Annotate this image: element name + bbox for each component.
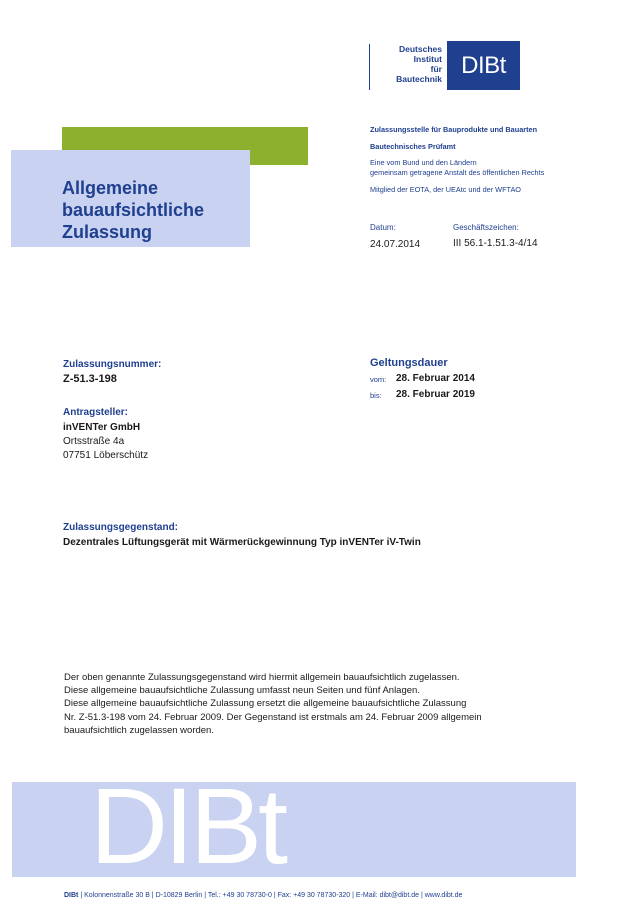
dibt-logo: DIBt [447,41,520,90]
statement-line: Diese allgemeine bauaufsichtliche Zulassung umfasst neun Seiten und fünf Anlagen. [64,685,420,697]
footer-band [12,782,576,877]
header-membership: Mitglied der EOTA, der UEAtc und der WFTAO [370,185,521,194]
logo-line: Deutsches [399,44,442,54]
statement-line: bauaufsichtlich zugelassen worden. [64,724,214,736]
date-value: 24.07.2014 [370,239,421,250]
reference-value: III 56.1-1.51.3-4/14 [453,238,538,249]
logo-line: für [430,64,442,74]
footer-contact [64,892,462,899]
valid-from-value: 28. Februar 2014 [396,373,475,384]
subject-label: Zulassungsgegenstand: [63,522,179,533]
validity-label: Geltungsdauer [370,357,448,369]
title-line: bauaufsichtliche [62,200,205,220]
document-title [62,177,204,243]
valid-to-value: 28. Februar 2019 [396,389,475,400]
statement-line: Diese allgemeine bauaufsichtliche Zulassung ersetzt die allgemeine bauaufsichtliche Zulassung [64,698,467,710]
subject-value: Dezentrales Lüftungsgerät mit Wärmerückgewinnung Typ inVENTer iV-Twin [63,537,421,548]
approval-statement [64,671,564,737]
date-label: Datum: [370,223,396,232]
statement-line: Nr. Z-51.3-198 vom 24. Februar 2009. Der Gegenstand ist erstmals am 24. Februar 2009 allgemein [64,711,482,723]
logo-institute-name [376,44,442,84]
applicant-street: Ortsstraße 4a [63,436,125,447]
footer-text: | Kolonnenstraße 30 B | D-10829 Berlin | Tel.: +49 30 78730-0 | Fax: +49 30 78730-320 | E-Mail: dibt@dibt.de | www.dibt.de [78,892,463,899]
title-line: Zulassung [62,222,153,242]
approval-number-label: Zulassungsnummer: [63,359,162,370]
applicant-name: inVENTer GmbH [63,422,141,433]
header-office: Zulassungsstelle für Bauprodukte und Bauarten [370,125,538,134]
logo-divider [369,44,370,90]
title-line: Allgemeine [62,178,159,198]
applicant-city: 07751 Löberschütz [63,450,149,461]
statement-line: Der oben genannte Zulassungsgegenstand wird hiermit allgemein bauaufsichtlich zugelassen. [64,672,460,683]
footer-brand: DIBt [64,892,79,899]
header-description-1: Eine vom Bund und den Ländern [370,158,477,167]
dibt-watermark: DIBt [90,782,285,877]
logo-line: Institut [413,54,442,64]
header-description-2: gemeinsam getragene Anstalt des öffentlichen Rechts [370,168,545,177]
valid-to-label: bis: [370,391,382,400]
valid-from-label: vom: [370,375,387,384]
applicant-label: Antragsteller: [63,407,129,418]
header-testing-office: Bautechnisches Prüfamt [370,142,456,151]
reference-label: Geschäftszeichen: [453,223,519,232]
logo-line: Bautechnik [396,74,442,84]
approval-number-value: Z-51.3-198 [63,373,117,385]
